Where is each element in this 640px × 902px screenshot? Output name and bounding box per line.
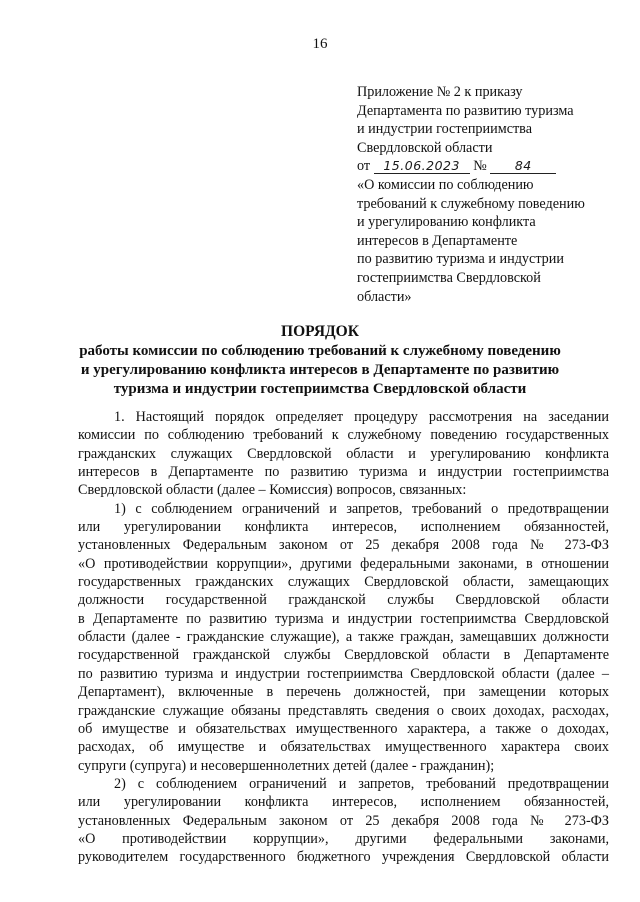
appendix-line: Департамента по развитию туризма: [357, 102, 574, 119]
body-line: гражданские служащие обязаны представлять сведения о своих доходах, расходах,: [78, 702, 609, 719]
appendix-line: «О комиссии по соблюдению: [357, 176, 534, 193]
appendix-line: требований к служебному поведению: [357, 195, 585, 212]
title-line: и урегулированию конфликта интересов в Департаменте по развитию: [80, 362, 560, 378]
body-line: интересов в Департаменте по развитию туризма и индустрии гостеприимства: [78, 464, 609, 481]
handwritten-date: 15.06.2023: [374, 158, 470, 174]
body-line: установленных Федеральным законом от 25 декабря 2008 года № 273-ФЗ: [78, 537, 609, 554]
body-line: гражданских служащих Свердловской области и урегулированию конфликта: [78, 445, 609, 462]
body-line: руководителем государственного бюджетного учреждения Свердловской области: [78, 849, 609, 866]
body-line: супруги (супруга) и несовершеннолетних детей (далее - гражданин);: [78, 757, 495, 774]
body-line: 1) с соблюдением ограничений и запретов, требований о предотвращении: [114, 500, 609, 517]
date-prefix: от: [357, 158, 371, 175]
body-line: установленных Федеральным законом от 25 декабря 2008 года № 273-ФЗ: [78, 812, 609, 829]
body-line: области (далее - гражданские служащие), а также граждан, замещавших должности: [78, 629, 609, 646]
body-line: государственной гражданской службы Свердловской области в Департаменте: [78, 647, 609, 664]
title-line: работы комиссии по соблюдению требований к служебному поведению: [79, 343, 561, 359]
body-line: 2) с соблюдением ограничений и запретов, требований предотвращении: [114, 775, 609, 792]
appendix-header: [357, 83, 617, 306]
body-line: об имуществе и обязательствах имущественного характера, а также о доходах,: [78, 720, 609, 737]
document-title: [0, 322, 640, 399]
appendix-line: и индустрии гостеприимства: [357, 121, 532, 138]
number-prefix: №: [473, 158, 487, 175]
appendix-line: по развитию туризма и индустрии: [357, 251, 564, 268]
appendix-line: области»: [357, 288, 412, 305]
body-line: должности государственной гражданской службы Свердловской области: [78, 592, 609, 609]
title-heading: ПОРЯДОК: [281, 323, 359, 340]
body-line: по развитию туризма и индустрии гостеприимства Свердловской области (далее –: [78, 665, 609, 682]
appendix-line: Свердловской области: [357, 139, 493, 156]
body-line: Департамент), включенные в перечень должностей, при замещении которых: [78, 684, 609, 701]
appendix-line: гостеприимства Свердловской: [357, 269, 541, 286]
page-number: 16: [312, 36, 328, 52]
body-line: в Департаменте по развитию туризма и индустрии гостеприимства Свердловской: [78, 610, 609, 627]
appendix-line: интересов в Департаменте: [357, 232, 518, 249]
appendix-line: Приложение № 2 к приказу: [357, 84, 523, 100]
body-line: 1. Настоящий порядок определяет процедуру рассмотрения на заседании: [114, 409, 609, 425]
body-line: или урегулировании конфликта интересов, исполнением обязанностей,: [78, 519, 609, 536]
body-line: расходах, об имуществе и обязательствах имущественного характера своих: [78, 739, 609, 756]
handwritten-order-number: 84: [490, 158, 556, 174]
appendix-line: и урегулированию конфликта: [357, 214, 536, 231]
title-line: туризма и индустрии гостеприимства Свердловской области: [113, 381, 527, 397]
document-body: [78, 408, 609, 867]
body-line: государственных гражданских служащих Свердловской области, замещающих: [78, 574, 609, 591]
body-line: «О противодействии коррупции», другими федеральными законами, в отношении: [78, 555, 609, 572]
body-line: или урегулировании конфликта интересов, исполнением обязанностей,: [78, 794, 609, 811]
body-line: комиссии по соблюдению требований к служебному поведению государственных: [78, 427, 609, 444]
order-date-number-line: [357, 157, 617, 176]
body-line: «О противодействии коррупции», другими федеральными законами,: [78, 830, 609, 847]
body-line: Свердловской области (далее – Комиссия) вопросов, связанных:: [78, 482, 467, 499]
